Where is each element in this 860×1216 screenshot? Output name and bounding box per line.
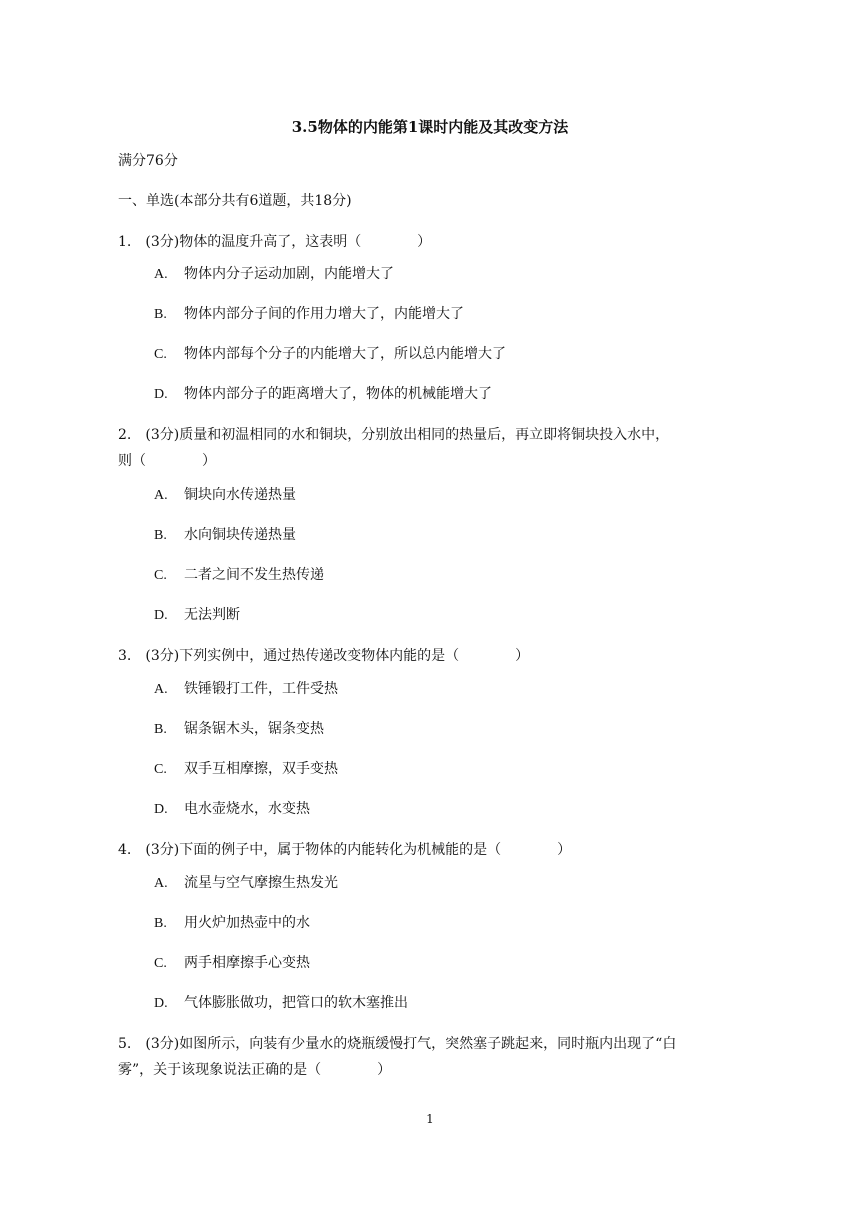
question-1-option-d: D. 物体内部分子的距离增大了，物体的机械能增大了	[154, 386, 492, 402]
question-5-stem: 5. (3分)如图所示，向装有少量水的烧瓶缓慢打气，突然塞子跳起来，同时瓶内出现了“白	[118, 1036, 677, 1052]
question-1-stem: 1. (3分)物体的温度升高了，这表明（ ）	[118, 234, 432, 250]
question-3-option-a: A. 铁锤锻打工件，工件受热	[154, 681, 338, 697]
question-4-option-d: D. 气体膨胀做功，把管口的软木塞推出	[154, 995, 408, 1011]
question-2-option-c: C. 二者之间不发生热传递	[154, 567, 324, 583]
question-4-option-c: C. 两手相摩擦手心变热	[154, 955, 310, 971]
question-3-stem: 3. (3分)下列实例中，通过热传递改变物体内能的是（ ）	[118, 648, 530, 664]
question-2-stem: 2. (3分)质量和初温相同的水和铜块，分别放出相同的热量后，再立即将铜块投入水中，	[118, 427, 670, 443]
question-3-option-d: D. 电水壶烧水，水变热	[154, 801, 310, 817]
total-score: 满分76分	[118, 153, 178, 169]
question-3-option-b: B. 锯条锯木头，锯条变热	[154, 721, 324, 737]
question-1-option-b: B. 物体内部分子间的作用力增大了，内能增大了	[154, 306, 464, 322]
question-1-option-a: A. 物体内分子运动加剧，内能增大了	[154, 266, 394, 282]
question-1-option-c: C. 物体内部每个分子的内能增大了，所以总内能增大了	[154, 346, 506, 362]
question-2-option-a: A. 铜块向水传递热量	[154, 487, 296, 503]
question-5-stem-cont: 雾”，关于该现象说法正确的是（ ）	[118, 1062, 392, 1078]
question-4-option-b: B. 用火炉加热壶中的水	[154, 915, 310, 931]
question-3-option-c: C. 双手互相摩擦，双手变热	[154, 761, 338, 777]
page-title: 3.5物体的内能第1课时内能及其改变方法	[291, 118, 569, 136]
section-heading: 一、单选(本部分共有6道题，共18分)	[118, 193, 352, 209]
question-2-option-b: B. 水向铜块传递热量	[154, 527, 296, 543]
page-number: 1	[426, 1112, 434, 1126]
question-2-stem-cont: 则（ ）	[118, 453, 216, 469]
question-2-option-d: D. 无法判断	[154, 607, 240, 623]
question-4-option-a: A. 流星与空气摩擦生热发光	[154, 875, 338, 891]
question-4-stem: 4. (3分)下面的例子中，属于物体的内能转化为机械能的是（ ）	[118, 842, 572, 858]
